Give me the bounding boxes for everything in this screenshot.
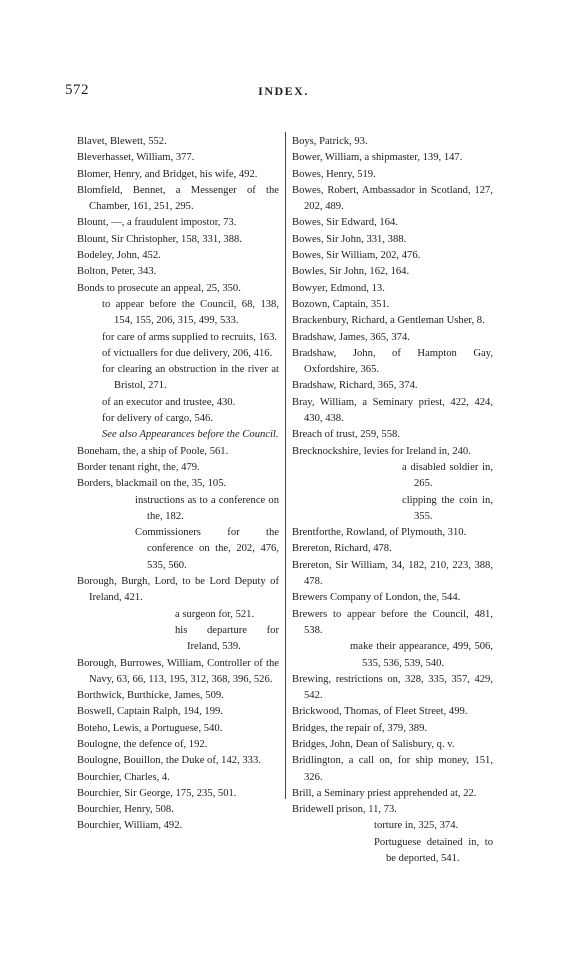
- index-entry: Bray, William, a Seminary priest, 422, 424, 430, 438.: [292, 396, 493, 425]
- index-subentry: See also Appearances before the Council.: [102, 429, 279, 441]
- index-entry: Bowyer, Edmond, 13.: [292, 282, 385, 294]
- index-subentry: for delivery of cargo, 546.: [102, 413, 214, 425]
- index-entry: Bodeley, John, 452.: [77, 250, 161, 262]
- index-subentry: for clearing an obstruction in the river at Bristol, 271.: [102, 364, 279, 392]
- index-subentry: a surgeon for, 521.: [175, 608, 255, 620]
- index-entry: Bowes, Sir William, 202, 476.: [292, 250, 421, 262]
- index-entry: Blavet, Blewett, 552.: [77, 136, 167, 147]
- index-entry: Brereton, Sir William, 34, 182, 210, 223, 388, 478.: [292, 559, 493, 588]
- index-entry: Bozown, Captain, 351.: [292, 298, 390, 310]
- index-subentry: for care of arms supplied to recruits, 163.: [102, 331, 278, 343]
- index-entry: Bourchier, Henry, 508.: [77, 804, 174, 816]
- index-entry: Border tenant right, the, 479.: [77, 461, 200, 473]
- index-entry: Bradshaw, Richard, 365, 374.: [292, 380, 418, 392]
- index-entry: Brereton, Richard, 478.: [292, 543, 392, 555]
- index-column-right: [292, 134, 493, 867]
- index-entry: Borough, Burgh, Lord, to be Lord Deputy of Ireland, 421.: [77, 576, 279, 604]
- index-entry: Bowes, Henry, 519.: [292, 168, 376, 180]
- index-entry: Boteho, Lewis, a Portuguese, 540.: [77, 722, 223, 734]
- running-head: INDEX.: [258, 84, 309, 98]
- index-entry: Boswell, Captain Ralph, 194, 199.: [77, 706, 223, 718]
- index-subentry: instructions as to a conference on the, 182.: [135, 494, 279, 522]
- index-subentry: his departure for Ireland, 539.: [175, 624, 279, 653]
- index-entry: Blomfield, Bennet, a Messenger of the Chamber, 161, 251, 295.: [77, 184, 279, 213]
- index-entry: Brewing, restrictions on, 328, 335, 357, 429, 542.: [292, 673, 493, 702]
- index-entry: Brentforthe, Rowland, of Plymouth, 310.: [292, 527, 467, 539]
- index-entry: Brecknockshire, levies for Ireland in, 240.: [292, 445, 471, 457]
- index-entry: Bourchier, William, 492.: [77, 820, 183, 832]
- index-entry: Brewers to appear before the Council, 481, 538.: [292, 608, 493, 636]
- index-subentry: Commissioners for the conference on the, 202, 476, 535, 560.: [135, 527, 279, 571]
- index-entry: Blomer, Henry, and Bridget, his wife, 492.: [77, 168, 258, 180]
- page-number: 572: [65, 82, 89, 98]
- index-entry: Boulogne, the defence of, 192.: [77, 738, 208, 750]
- index-entry: Bradshaw, John, of Hampton Gay, Oxfordshire, 365.: [292, 347, 493, 376]
- index-entry: Bleverhasset, William, 377.: [77, 152, 195, 164]
- index-entry: Bowes, Sir John, 331, 388.: [292, 233, 407, 245]
- index-entry: Bradshaw, James, 365, 374.: [292, 331, 410, 343]
- index-entry: Breach of trust, 259, 558.: [292, 429, 400, 441]
- index-subentry: a disabled soldier in, 265.: [402, 461, 493, 490]
- index-entry: Bowles, Sir John, 162, 164.: [292, 266, 410, 278]
- index-column-left: [77, 134, 279, 835]
- index-entry: Bowes, Robert, Ambassador in Scotland, 127, 202, 489.: [292, 184, 493, 213]
- index-entry: Borders, blackmail on the, 35, 105.: [77, 478, 227, 490]
- index-entry: Boys, Patrick, 93.: [292, 136, 368, 147]
- index-entry: Borough, Burrowes, William, Controller of the Navy, 63, 66, 113, 195, 312, 368, 396, 526.: [77, 657, 279, 685]
- index-entry: Blount, Sir Christopher, 158, 331, 388.: [77, 233, 242, 245]
- index-subentry: to appear before the Council, 68, 138, 154, 155, 206, 315, 499, 533.: [102, 298, 279, 327]
- index-subentry: of victuallers for due delivery, 206, 416.: [102, 347, 273, 359]
- index-entry: Brill, a Seminary priest apprehended at, 22.: [292, 787, 477, 799]
- index-subentry: of an executor and trustee, 430.: [102, 396, 236, 408]
- index-entry: Bowes, Sir Edward, 164.: [292, 217, 398, 229]
- index-subentry: clipping the coin in, 355.: [402, 494, 493, 522]
- index-entry: Bonds to prosecute an appeal, 25, 350.: [77, 282, 241, 294]
- index-entry: Boneham, the, a ship of Poole, 561.: [77, 445, 229, 457]
- index-entry: Bridges, the repair of, 379, 389.: [292, 722, 428, 734]
- index-subentry: torture in, 325, 374.: [374, 820, 459, 832]
- index-entry: Boulogne, Bouillon, the Duke of, 142, 333.: [77, 755, 261, 767]
- index-entry: Bridewell prison, 11, 73.: [292, 804, 397, 816]
- index-entry: Blount, —, a fraudulent impostor, 73.: [77, 217, 237, 229]
- index-entry: Brackenbury, Richard, a Gentleman Usher, 8.: [292, 315, 485, 327]
- index-entry: Brewers Company of London, the, 544.: [292, 592, 461, 604]
- index-subentry: make their appearance, 499, 506, 535, 536, 539, 540.: [350, 641, 493, 669]
- index-entry: Bourchier, Charles, 4.: [77, 771, 170, 783]
- index-entry: Bridges, John, Dean of Salisbury, q. v.: [292, 738, 455, 750]
- column-divider: [285, 132, 286, 799]
- index-subentry: Portuguese detained in, to be deported, 541.: [374, 836, 493, 865]
- index-entry: Bower, William, a shipmaster, 139, 147.: [292, 152, 463, 164]
- index-entry: Bolton, Peter, 343.: [77, 266, 157, 278]
- index-entry: Borthwick, Burthicke, James, 509.: [77, 690, 224, 702]
- index-entry: Bridlington, a call on, for ship money, 151, 326.: [292, 755, 493, 783]
- index-entry: Bourchier, Sir George, 175, 235, 501.: [77, 787, 237, 799]
- index-entry: Brickwood, Thomas, of Fleet Street, 499.: [292, 706, 468, 718]
